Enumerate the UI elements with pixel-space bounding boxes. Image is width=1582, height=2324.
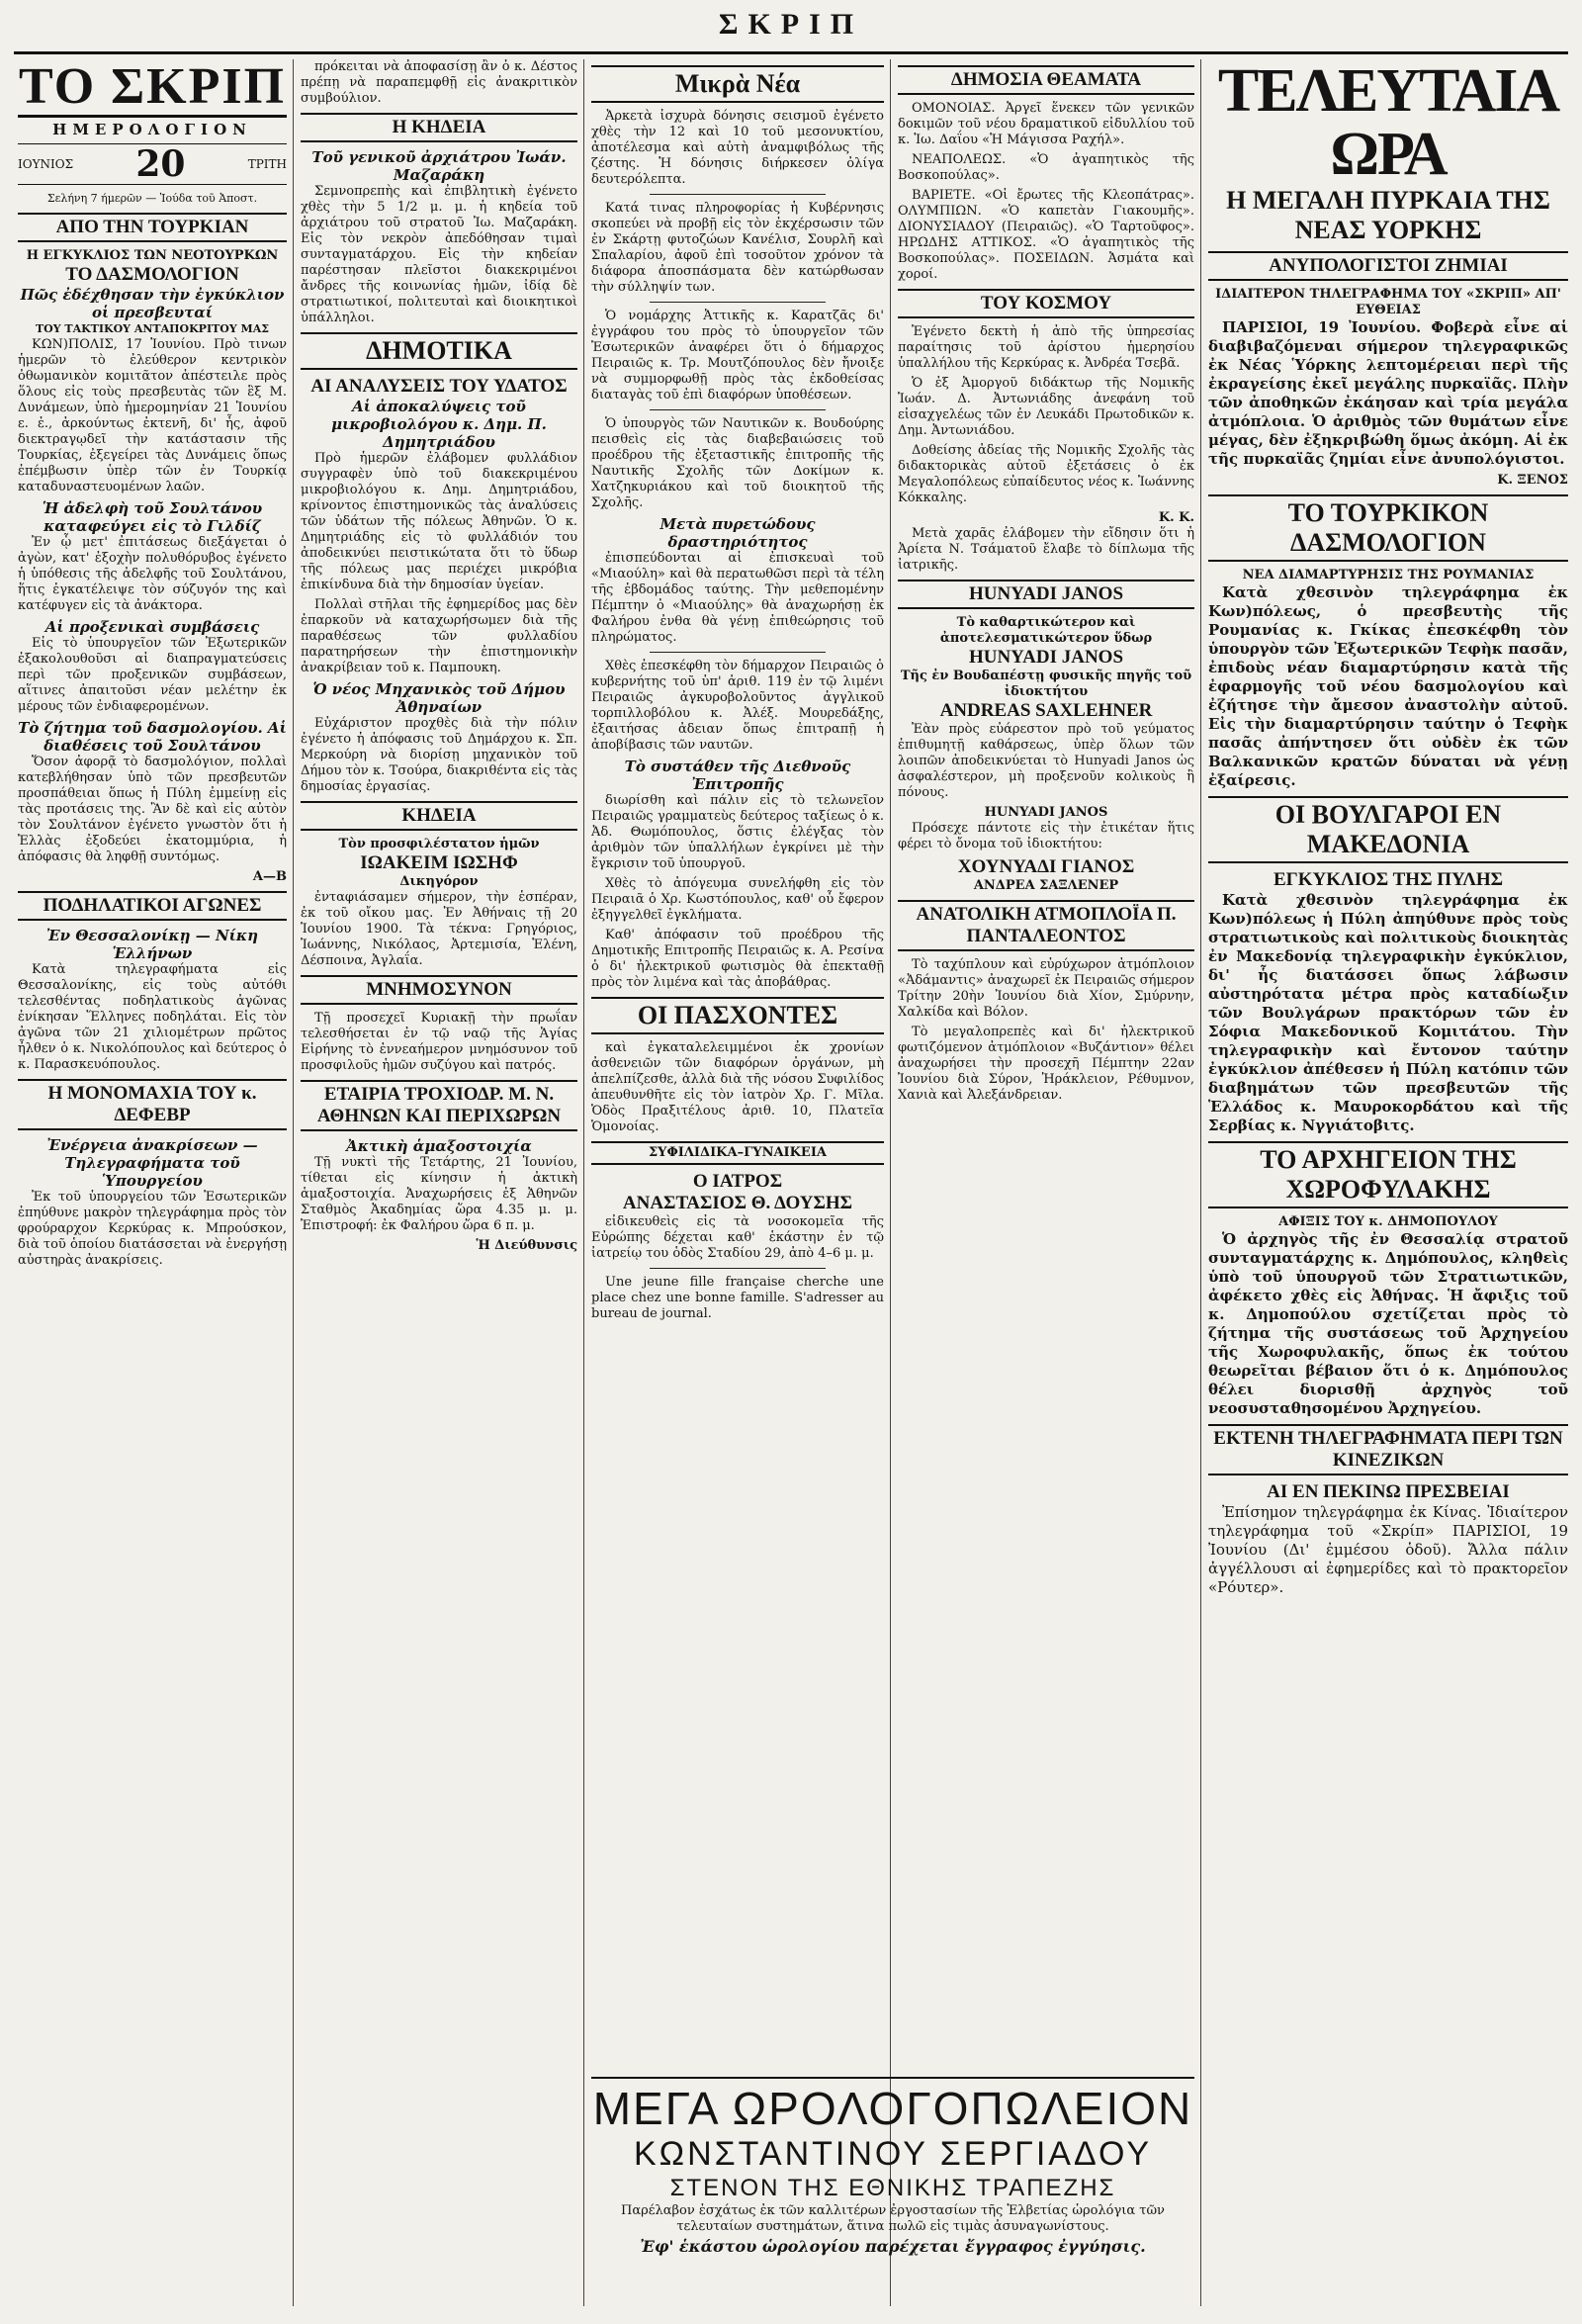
subheadline: Ἐν Θεσσαλονίκῃ — Νίκη Ἑλλήνων: [45, 927, 259, 962]
section-heading: Τὸ συστάθεν τῆς Διεθνοῦς Ἐπιτροπῆς: [624, 758, 851, 793]
advert-paragraph: Ἐὰν πρὸς εὐάρεστον πρὸ τοῦ γεύματος ἐπιθυμητῇ καθάρσεως, ὑπὲρ ὅλων τῶν λοιπῶν ἀποδεικνύεται τὸ Hunyadi Janos ὡς ἀσφαλέστερον, μὴ προξενοῦν κολικοὺς ἢ πόνους.: [898, 722, 1194, 800]
date-weekday: ΤΡΙΤΗ: [247, 157, 287, 171]
news-item: Κατά τινας πληροφορίας ἡ Κυβέρνησις σκοπεύει νὰ προβῇ εἰς τὸν ἐκχέρσωσιν τῶν ἐν Σκάρτῃ φυτοζώων Κανέλισ, Σουρλῆ καὶ Σπαλαρίου, ἀφοῦ ἐπὶ τοσοῦτον χρόνον τὰ διάφορα ἀποσπάσματα δὲν κατώρθωσαν τὴν σύλληψίν των.: [591, 201, 884, 295]
subheadline: ΤΟ ΔΑΣΜΟΛΟΓΙΟΝ: [65, 264, 239, 285]
article-paragraph: Πρὸ ἡμερῶν ἐλάβομεν φυλλάδιον συγγραφὲν ὑπὸ τοῦ διακεκριμένου μικροβιολόγου κ. Δημ. Δημητριάδου, κρίνοντος ἐπιστημονικῶς τὰς ἀναλύσεις τῶν ὑδάτων τῆς πόλεως Ἀθηνῶν. Ὁ κ. Δημητριάδης εἰς τὸ φυλλάδιόν του ἀποδεικνύει πειστικώτατα ὅτι τὸ ὕδωρ τῆς πόλεως μας περιέχει μικρόβια ἐπικίνδυνα διὰ τὴν δημοσίαν ὑγείαν.: [301, 451, 577, 592]
byline: ΤΟΥ ΤΑΚΤΙΚΟΥ ΑΝΤΑΠΟΚΡΙΤΟΥ ΜΑΣ: [35, 322, 270, 335]
notice-line: Δικηγόρον: [399, 874, 479, 889]
subheadline: ΝΕΑ ΔΙΑΜΑΡΤΥΡΗΣΙΣ ΤΗΣ ΡΟΥΜΑΝΙΑΣ: [1242, 568, 1535, 582]
section-title: ΤΕΛΕΥΤΑΙΑ ΩΡΑ: [1217, 59, 1559, 188]
article-paragraph: Κατὰ χθεσινὸν τηλεγράφημα ἐκ Κων)πόλεως ἡ Πύλη ἀπηύθυνε πρὸς τοὺς στρατιωτικοὺς καὶ πολιτικοὺς διοικητὰς ἐν Μακεδονίᾳ τηλεγραφικὴν ἐγκύκλιον, δι' ἧς διατάσσει ὅπως λάβωσιν αὐστηρότατα μέτρα πρὸς καταδίωξιν τῶν Βουλγάρων πρακτόρων τῶν ἐν Σόφια Μακεδονικοῦ Κομιτάτου. Τὴν τηλεγραφικὴν καὶ ἔντονον ταύτην ἐγκύκλιον ἀπέθεσεν ἡ Πύλη κατόπιν τῶν διαβημάτων τῶν πρεσβευτῶν τῆς Ἑλλάδος κ. Μαυροκορδάτου καὶ τῆς Σερβίας κ. Νγγιάτοβιτς.: [1208, 891, 1568, 1134]
advert-owner: ΑΝΔΡΕΑ ΣΑΞΛΕΝΕΡ: [973, 878, 1119, 893]
small-ad: Une jeune fille française cherche une place chez une bonne famille. S'adresser au bureau de journal.: [591, 1275, 884, 1321]
column-1: [18, 59, 287, 2306]
advert-brand: HUNYADI JANOS: [984, 805, 1108, 820]
section-heading: Ὁ νέος Μηχανικὸς τοῦ Δήμου Ἀθηναίων: [312, 680, 566, 716]
section-heading: Μετὰ πυρετώδους δραστηριότητος: [659, 515, 816, 551]
listing: ΒΑΡΙΕΤΕ. «Οἱ ἔρωτες τῆς Κλεοπάτρας». ΟΛΥΜΠΙΩΝ. «Ὁ καπετὰν Γιακουμῆς». ΔΙΟΝΥΣΙΑΔΟΥ (Πειραιῶς). «Ὁ Ταρτοῦφος». ΗΡΩΔΗΣ ΑΤΤΙΚΟΣ. «Ὁ ἀγαπητικὸς τῆς Βοσκοπούλας». ΠΟΣΕΙΔΩΝ. Ἀσμάτα καὶ χοροί.: [898, 188, 1194, 282]
column-3: [591, 59, 884, 2067]
article-paragraph: Ἐκ τοῦ ὑπουργείου τῶν Ἐσωτερικῶν ἐπηύθυνε μακρὸν τηλεγράφημα πρὸς τὸν φρούραρχον Κερκύρας κ. Μπρούσκον, διὰ τοῦ ὁποίου διατάσσεται νὰ ἐνεργήσῃ αὐστηρὰς ἀνακρίσεις.: [18, 1190, 287, 1268]
byline: ΙΔΙΑΙΤΕΡΟΝ ΤΗΛΕΓΡΑΦΗΜΑ ΤΟΥ «ΣΚΡΙΠ» ΑΠ' ΕΥΘΕΙΑΣ: [1215, 287, 1561, 317]
subheadline: ΑΙ ΑΝΑΛΥΣΕΙΣ ΤΟΥ ΥΔΑΤΟΣ: [310, 376, 568, 397]
signature: Ἡ Διεύθυνσις: [476, 1238, 577, 1253]
news-item: διωρίσθη καὶ πάλιν εἰς τὸ τελωνεῖον Πειραιῶς γραμματεὺς δεύτερος ταξίεως ὁ κ. Ἀδ. Θωμόπουλος, ὅστις ἐλέγξας τὸν ἀριθμὸν τῶν ὑπαλλήλων ἐγκρίνει μὲ τὴν ἔγκρισιν τοῦ ὑπουργοῦ.: [591, 793, 884, 871]
masthead: ΤΟ ΣΚΡΙΠ: [18, 59, 287, 118]
advert-heading: ΕΤΑΙΡΙΑ ΤΡΟΧΙΟΔΡ. Μ. Ν. ΑΘΗΝΩΝ ΚΑΙ ΠΕΡΙΧΩΡΩΝ: [301, 1080, 577, 1131]
news-item: Χθὲς τὸ ἀπόγευμα συνελήφθη εἰς τὸν Πειραιᾶ ὁ Χρ. Κωστόπουλος, καθ' οὗ ἔφερον ἐξηγγελθεῖ ἐγκλήματα.: [591, 876, 884, 923]
advert-brand: ΧΟΥΝΥΑΔΙ ΓΙΑΝΟΣ: [957, 856, 1135, 877]
headline: Η ΜΕΓΑΛΗ ΠΥΡΚΑΙΑ ΤΗΣ ΝΕΑΣ ΥΟΡΚΗΣ: [1226, 186, 1550, 244]
advert-paragraph: Πρόσεχε πάντοτε εἰς τὴν ἐτικέταν ἥτις φέρει τὸ ὄνομα τοῦ ἰδιοκτήτου:: [898, 821, 1194, 851]
subheadline: ΑΦΙΞΙΣ ΤΟΥ κ. ΔΗΜΟΠΟΥΛΟΥ: [1278, 1214, 1498, 1229]
subheadline: ΑΝΥΠΟΛΟΓΙΣΤΟΙ ΖΗΜΙΑΙ: [1208, 251, 1568, 281]
advert-heading: ΣΥΦΙΛΙΔΙΚΑ–ΓΥΝΑΙΚΕΙΑ: [591, 1141, 884, 1165]
headline: ΕΚΤΕΝΗ ΤΗΛΕΓΡΑΦΗΜΑΤΑ ΠΕΡΙ ΤΩΝ ΚΙΝΕΖΙΚΩΝ: [1208, 1424, 1568, 1475]
news-item: Ἀρκετὰ ἰσχυρὰ δόνησις σεισμοῦ ἐγένετο χθὲς τὴν 12 καὶ 10 τοῦ μεσονυκτίου, ἀποτέλεσμα καὶ αὐτὴ ἀναμφιβόλως τῆς ζέστης. Ἡ δόνησις διήρκεσεν ὀλίγα δευτερόλεπτα.: [591, 109, 884, 187]
signature: Κ. ΞΕΝΟΣ: [1497, 473, 1568, 488]
section-title: ΔΗΜΟΣΙΑ ΘΕΑΜΑΤΑ: [898, 65, 1194, 95]
advert-guarantee: Ἐφ' ἑκάστου ὡρολογίου παρέχεται ἔγγραφος ἐγγύησις.: [640, 2237, 1146, 2256]
subheadline: ΑΙ ΕΝ ΠΕΚΙΝΩ ΠΡΕΣΒΕΙΑΙ: [1267, 1481, 1510, 1502]
subheadline: ΕΓΚΥΚΛΙΟΣ ΤΗΣ ΠΥΛΗΣ: [1273, 869, 1504, 890]
running-head: ΣΚΡΙΠ: [718, 8, 864, 41]
advert-paragraph: Τὸ ταχύπλουν καὶ εὐρύχωρον ἀτμόπλοιον «Ἀδάμαντις» ἀναχωρεῖ ἐκ Πειραιῶς σήμερον Τρίτην 20ὴν Ἰουνίου διὰ Χίον, Σμύρνην, Χαλκίδα καὶ Βόλον.: [898, 957, 1194, 1020]
headline: ΑΠΟ ΤΗΝ ΤΟΥΡΚΙΑΝ: [18, 213, 287, 242]
advert-paragraph: Παρέλαβον ἐσχάτως ἐκ τῶν καλλιτέρων ἐργοστασίων τῆς Ἑλβετίας ὡρολόγια τῶν τελευταίων συστημάτων, ἅτινα πωλῶ εἰς τιμὰς ἀσυναγωνίστους.: [621, 2203, 1165, 2234]
notice-line: Τὸν προσφιλέστατον ἡμῶν: [338, 837, 540, 851]
advert-subheading: Ἀκτικὴ ἁμαξοστοιχία: [346, 1137, 532, 1155]
advert-line: Τῆς ἐν Βουδαπέστῃ φυσικῆς πηγῆς τοῦ ἰδιοκτήτου: [900, 669, 1192, 699]
advert-name: ΚΩΝΣΤΑΝΤΙΝΟΥ ΣΕΡΓΙΑΔΟΥ: [633, 2135, 1153, 2173]
news-item: Ὁ ὑπουργὸς τῶν Ναυτικῶν κ. Βουδούρης πεισθεὶς εἰς τὰς διαβεβαιώσεις τοῦ προέδρου τῆς ἐξεταστικῆς ἐπιτροπῆς τῆς Ναυτικῆς Σχολῆς τῶν Δοκίμων κ. Χατζηκυριάκου καὶ τοῦ διοικητοῦ τῆς Σχολῆς.: [591, 416, 884, 510]
article-paragraph: Κατὰ χθεσινὸν τηλεγράφημα ἐκ Κων)πόλεως, ὁ πρεσβευτὴς τῆς Ρουμανίας κ. Γκίκας ἐπεσκέφθη τὸν ὑπουργὸν τῶν Ἐξωτερικῶν Τεφὴκ πασᾶν, ἐπιδοὺς νέαν διαμαρτύρησιν κατὰ τῆς ἐφαρμογῆς τοῦ νέου δασμολογίου καὶ ἐζήτησε τὴν ἄμεσον ἀναστολὴν αὐτοῦ. Εἰς τὴν διαμαρτύρησιν ταύτην ὁ Τεφὴκ πασᾶς ἀπήντησεν ὅτι οὐδὲν ἐκ τῶν Βαλκανικῶν κρατῶν δύναται νὰ γένῃ ἐξαίρεσις.: [1208, 583, 1568, 789]
headline: Η ΚΗΔΕΙΑ: [301, 113, 577, 142]
article-paragraph: ΠΑΡΙΣΙΟΙ, 19 Ἰουνίου. Φοβερὰ εἶνε αἱ διαβιβαζόμεναι σήμερον τηλεγραφικῶς ἐκ Νέας Ὑόρκης λεπτομέρειαι περὶ τῆς ἐκραγείσης ἐκεῖ μεγάλης πυρκαϊᾶς. Πλὴν τῶν ἀποθηκῶν ἐκάησαν καὶ τρία μεγάλα ἀτμόπλοια. Ὁ ἀριθμὸς τῶν θυμάτων εἶνε μέγας, δὲν ἐξηκριβώθη ὅμως ἀκόμη. Αἱ ἐκ τῆς πυρκαϊᾶς ζημίαι εἶνε ἀνυπολόγιστοι.: [1208, 318, 1568, 468]
notice-heading: ΜΝΗΜΟΣΥΝΟΝ: [301, 975, 577, 1005]
article-paragraph: Ἐν ᾧ μετ' ἐπιτάσεως διεξάγεται ὁ ἀγὼν, κατ' ἐξοχὴν πολυθόρυβος ἐγένετο ἡ ὑπόθεσις τῆς ἀδελφῆς τοῦ Σουλτάνου, ἥτις ἐγκατέλειψε τὸν σύζυγόν της καὶ κατέφυγεν εἰς τὰ ἀνάκτορα.: [18, 535, 287, 613]
notice-name: ΙΩΑΚΕΙΜ ΙΩΣΗΦ: [360, 852, 518, 873]
advert-address: ΣΤΕΝΟΝ ΤΗΣ ΕΘΝΙΚΗΣ ΤΡΑΠΕΖΗΣ: [669, 2175, 1116, 2201]
section-heading: Τὸ ζήτημα τοῦ δασμολογίου. Αἱ διαθέσεις τοῦ Σουλτάνου: [18, 719, 287, 755]
advert-paragraph: καὶ ἐγκαταλελειμμένοι ἐκ χρονίων ἀσθενειῶν τῶν διαφόρων ὀργάνων, μὴ ἀπελπίζεσθε, ἀλλὰ διὰ τῆς νόσου Συφιλίδος ἀπευθυνθῆτε εἰς τὸν ἰατρὸν Χρ. Γ. Μῖλα. Ὁδὸς Πραξιτέλους ἀριθ. 10, Πλατεῖα Ὁμονοίας.: [591, 1040, 884, 1134]
article-paragraph: Ὅσον ἀφορᾷ τὸ δασμολόγιον, πολλαὶ κατεβλήθησαν ὑπὸ τῶν πρεσβευτῶν προσπάθειαι ὅπως ἡ Πύλη ἐμμείνῃ εἰς τὰς προτάσεις της. Ἂν δὲ καὶ εἰς αὐτὸν τὸν Σουλτάνον ἐγένετο γνωστὸν ὅτι ἡ Ἑλλὰς ἐξοδεύει ἑκατομμύρια, ἡ ἀπόφασις θὰ ληφθῇ συντόμως.: [18, 755, 287, 864]
separator: [650, 1268, 826, 1269]
article-paragraph: Σεμνοπρεπὴς καὶ ἐπιβλητικὴ ἐγένετο χθὲς τὴν 5 1/2 μ. μ. ἡ κηδεία τοῦ ἀρχιάτρου τοῦ στρατοῦ Ἰω. Μαζαράκη. Εἰς τὸν νεκρὸν ἀπεδόθησαν τιμαὶ συνταγματάρχου. Εἰς τὴν κηδείαν παρέστησαν πλεῖστοι διακεκριμένοι ἄνδρες τῆς κοινωνίας ἡμῶν, ἰδίᾳ δὲ στρατιωτικοί, πολιτευταὶ καὶ διοικητικοὶ ὑπάλληλοι.: [301, 184, 577, 325]
advert-heading: ΟΙ ΠΑΣΧΟΝΤΕΣ: [591, 997, 884, 1034]
advert-paragraph: εἰδικευθεὶς εἰς τὰ νοσοκομεῖα τῆς Εὐρώπης δέχεται καθ' ἑκάστην ἐν τῷ ἰατρείῳ του ὁδὸς Σταδίου 29, ἀπὸ 4–6 μ. μ.: [591, 1214, 884, 1261]
article-paragraph: πρόκειται νὰ ἀποφασίσῃ ἂν ὁ κ. Δέστος πρέπῃ νὰ παραπεμφθῇ εἰς ἀνακριτικὸν συμβούλιον.: [301, 59, 577, 106]
separator: [650, 302, 826, 303]
advert-heading: ΑΝΑΤΟΛΙΚΗ ΑΤΜΟΠΛΟΪΑ Π. ΠΑΝΤΑΛΕΟΝΤΟΣ: [898, 900, 1194, 951]
separator: [650, 409, 826, 410]
column-4: [898, 59, 1194, 2067]
article-paragraph: Εὐχάριστον προχθὲς διὰ τὴν πόλιν ἐγένετο ἡ ἀπόφασις τοῦ Δημάρχου κ. Σπ. Μερκούρη νὰ διορίσῃ μηχανικὸν τοῦ Δήμου τὸν κ. Τσούρα, διακριθέντα εἰς τὰς δημοσίας ἐργασίας.: [301, 716, 577, 794]
column-2: [301, 59, 577, 2306]
date-month: ΙΟΥΝΙΟΣ: [18, 157, 74, 171]
column-divider: [890, 59, 891, 2306]
column-divider: [293, 59, 294, 2306]
advert-paragraph: Τὸ μεγαλοπρεπὲς καὶ δι' ἠλεκτρικοῦ φωτιζόμενον ἀτμόπλοιον «Βυζάντιον» θέλει ἀναχωρήσει τὴν προσεχῆ Πέμπτην 22αν Ἰουνίου διὰ Σύρον, Ἡράκλειον, Ρέθυμνον, Χανιὰ καὶ Ἀλεξάνδρειαν.: [898, 1025, 1194, 1103]
subheadline: Ἐνέργεια ἀνακρίσεων — Τηλεγραφήματα τοῦ Ὑπουργείου: [46, 1136, 258, 1190]
date-subline: Σελήνη 7 ήμερῶν — Ἰούδα τοῦ Ἀποστ.: [46, 192, 258, 205]
news-item: Καθ' ἀπόφασιν τοῦ προέδρου τῆς Δημοτικῆς Επιτροπῆς Πειραιῶς κ. Α. Ρεσίνα ὁ δι' ἠλεκτρικοῦ φωτισμὸς θὰ ἐπεκταθῇ πρὸς τὸν λιμένα καὶ τὰς ἀποβάθρας.: [591, 928, 884, 990]
section-title: Μικρὰ Νέα: [591, 65, 884, 103]
article-paragraph: ΚΩΝ)ΠΟΛΙΣ, 17 Ἰουνίου. Πρὸ τινων ἡμερῶν τὸ ἐλεύθερον κεντρικὸν ὀθωμανικὸν κομιτᾶτον ἀπέστειλε πρὸς ὅλους εἰς τοὺς πρεσβευτὰς τῶν ἓξ Μ. Δυνάμεων, ὑπὸ ἡμερομηνίαν 21 Ἰουνίου ε. ἐ., ἀρκούντως ἐκτενῆ, δι' ἧς, ἀφοῦ διεκτραγῳδεῖ τὴν κατάστασιν τῆς Τουρκίας, ἐξεγείρει τὰς Δυνάμεις ὅπως ἐπέμβωσιν ὑπὲρ τῶν ἐν Τουρκίᾳ καταδυναστευομένων λαῶν.: [18, 337, 287, 494]
article-paragraph: Ἐπίσημον τηλεγράφημα ἐκ Κίνας. Ἰδιαίτερον τηλεγράφημα τοῦ «Σκρίπ» ΠΑΡΙΣΙΟΙ, 19 Ἰουνίου (Δι' ἐμμέσου ὁδοῦ). Ἄλλα πάλιν ἀγγέλλουσι αἱ ἐφημερίδες καὶ τὸ πρακτορεῖον «Ρόυτερ».: [1208, 1503, 1568, 1596]
advert-subheading: Ο ΙΑΤΡΟΣ: [692, 1171, 783, 1192]
headline: ΤΟ ΑΡΧΗΓΕΙΟΝ ΤΗΣ ΧΩΡΟΦΥΛΑΚΗΣ: [1208, 1141, 1568, 1208]
section-heading: Ἡ ἀδελφὴ τοῦ Σουλτάνου καταφεύγει εἰς τὸ Γιλδίζ: [42, 499, 263, 535]
advert-name: ΑΝΑΣΤΑΣΙΟΣ Θ. ΔΟΥΣΗΣ: [622, 1193, 853, 1213]
separator: [650, 652, 826, 653]
news-item: Μετὰ χαρᾶς ἐλάβομεν τὴν εἴδησιν ὅτι ἡ Ἀρίετα Ν. Τσάματοῦ ἔλαβε τὸ δίπλωμα τῆς ἰατρικῆς.: [898, 526, 1194, 573]
article-paragraph: Πολλαὶ στῆλαι τῆς ἐφημερίδος μας δὲν ἐπαρκοῦν νὰ καταχωρήσωμεν διὰ τῆς παραθέσεως τῶν φυλλαδίου παρατηρήσεων τὴν ἐπιστημονικὴν ἀνακρίβειαν τοῦ κ. Παμπουκη.: [301, 597, 577, 675]
notice-paragraph: ἐνταφιάσαμεν σήμερον, τὴν ἑσπέραν, ἐκ τοῦ οἴκου μας. Ἐν Ἀθήναις τῇ 20 Ἰουνίου 1900. Τὰ τέκνα: Γρηγόριος, Ἰωάννης, Νικόλαος, Ἀρτεμισία, Ἑλένη, Δέσποινα, Ἀγλαΐα.: [301, 890, 577, 968]
subheadline: Πῶς ἐδέχθησαν τὴν ἐγκύκλιον οἱ πρεσβευταί: [20, 286, 285, 321]
news-item: Ἐγένετο δεκτὴ ἡ ἀπὸ τῆς ὑπηρεσίας παραίτησις τοῦ ἀρίστου ἡμερησίου ὑπαλλήλου τῆς Κερκύρας κ. Ἀνδρέα Τσεβᾶ.: [898, 324, 1194, 371]
news-item: ἐπισπεύδονται αἱ ἐπισκευαὶ τοῦ «Μιαούλη» καὶ θὰ περατωθῶσι περὶ τὰ τέλη τῆς ἑβδομάδος ταύτης. Τὴν μεθεπομένην Πέμπτην ὁ «Μιαούλης» θὰ ἀναχωρήσῃ ἐκ Φαλήρου ἐνθα θὰ γένῃ ἐπιθεώρησις τοῦ πληρώματος.: [591, 551, 884, 645]
advert-brand: HUNYADI JANOS: [968, 647, 1124, 668]
section-title: ΤΟΥ ΚΟΣΜΟΥ: [898, 289, 1194, 318]
date-number: 20: [135, 143, 186, 185]
advert-owner: ANDREAS SAXLEHNER: [939, 700, 1153, 721]
column-divider: [583, 59, 584, 2306]
subheadline: Αἱ ἀποκαλύψεις τοῦ μικροβιολόγου κ. Δημ. Π. Δημητριάδου: [331, 398, 547, 451]
article-paragraph: Κατὰ τηλεγραφήματα εἰς Θεσσαλονίκης, εἰς τοὺς αὐτόθι τελεσθέντας ποδηλατικοὺς ἀγῶνας ἐνίκησαν Ἕλληνες ποδηλάται. Εἰς τὸν ἀγῶνα τῶν 21 χιλιομέτρων πρῶτος ἦλθεν ὁ κ. Νικολόπουλος καὶ δεύτερος ὁ κ. Παρασκευόπουλος.: [18, 962, 287, 1072]
headline: Η ΜΟΝΟΜΑΧΙΑ ΤΟΥ κ. ΔΕΦΕΒΡ: [18, 1079, 287, 1130]
advert-rule: [591, 2077, 1194, 2079]
news-item: Ὁ νομάρχης Ἀττικῆς κ. Καρατζᾶς δι' ἐγγράφου του πρὸς τὸ ὑπουργεῖον τῶν Ἐσωτερικῶν ἀναφέρει ὅτι ὁ δήμαρχος Πειραιῶς κ. Τρ. Μουτζόπουλος δὲν ἤνοιξε νὰ συμμορφωθῇ πρὸς τὰς ἐκδοθείσας διαταγὰς τοῦ ἐπὶ διαφόρων ὑποθέσεων.: [591, 309, 884, 402]
news-item: Δοθείσης ἀδείας τῆς Νομικῆς Σχολῆς τὰς διδακτορικὰς αὐτοῦ ἐξετάσεις ὁ ἐκ Μεγαλοπόλεως εὐπαίδευτος νέος κ. Ἰωάννης Κόκκαλης.: [898, 443, 1194, 505]
subheadline: Η ΕΓΚΥΚΛΙΟΣ ΤΩΝ ΝΕΟΤΟΥΡΚΩΝ: [26, 248, 279, 263]
advert-paragraph: Τῇ νυκτὶ τῆς Τετάρτης, 21 Ἰουνίου, τίθεται εἰς κίνησιν ἡ ἀκτικὴ ἁμαξοστοιχία. Ἀναχωρήσεις ἐξ Ἀθηνῶν Σταθμὸς Ἀκαδημίας ὥρα 4.35 μ. μ. Ἐπιστροφή: ἐκ Φαλήρου ὥρα 6 π. μ.: [301, 1155, 577, 1233]
section-heading: Αἱ προξενικαὶ συμβάσεις: [44, 618, 260, 636]
advert-title: ΜΕΓΑ ΩΡΟΛΟΓΟΠΩΛΕΙΟΝ: [592, 2083, 1193, 2134]
listing: ΝΕΑΠΟΛΕΩΣ. «Ὁ ἀγαπητικὸς τῆς Βοσκοπούλας».: [898, 152, 1194, 183]
news-item: Ὁ ἐξ Ἀμοργοῦ διδάκτωρ τῆς Νομικῆς Ἰωάν. Δ. Ἀντωνιάδης ἀνεφάνη τοῦ εἰσαχγελέως τῶν ἐν Λευκάδι Πρωτοδικῶν κ. Δημ. Ἀντωνιάδου.: [898, 376, 1194, 438]
top-rule: [14, 51, 1568, 54]
article-paragraph: Εἰς τὸ ὑπουργεῖον τῶν Ἐξωτερικῶν ἐξακολουθοῦσι αἱ διαπραγματεύσεις περὶ τῶν προξενικῶν συμβάσεων, αἵτινες ἀπαιτοῦσι νέαν μελέτην ἐκ μέρους τῶν ἐνδιαφερομένων.: [18, 636, 287, 714]
watchmaker-advert: [591, 2077, 1194, 2255]
separator: [650, 194, 826, 195]
advert-line: Τὸ καθαρτικώτερον καὶ ἀποτελεσματικώτερον ὕδωρ: [939, 615, 1153, 646]
article-paragraph: Ὁ ἀρχηγὸς τῆς ἐν Θεσσαλίᾳ στρατοῦ συνταγματάρχης κ. Δημόπουλος, κληθεὶς ὑπὸ τοῦ ὑπουργοῦ τῶν Στρατιωτικῶν, ἀφέκετο χθὲς εἰς Ἀθήνας. Ἡ ἄφιξις τοῦ κ. Δημοπούλου σχετίζεται πρὸς τὸ ζήτημα τῆς συστάσεως τοῦ Ἀρχηγείου τῆς Χωροφυλακῆς, ὅπως ἐκ τούτου θεωρεῖται βέβαιον ὅτι ὁ κ. Δημόπουλος θέλει διορισθῇ ἀρχηγὸς τοῦ νεοσυσταθησομένου Ἀρχηγείου.: [1208, 1230, 1568, 1417]
headline: ΟΙ ΒΟΥΛΓΑΡΟΙ ΕΝ ΜΑΚΕΔΟΝΙΑ: [1208, 796, 1568, 863]
headline: ΠΟΔΗΛΑΤΙΚΟΙ ΑΓΩΝΕΣ: [18, 891, 287, 921]
notice-paragraph: Τῇ προσεχεῖ Κυριακῇ τὴν πρωΐαν τελεσθήσεται ἐν τῷ ναῷ τῆς Ἁγίας Εἰρήνης τὸ ἐννεαήμερον μνημόσυνον τοῦ προσφιλοῦς ἡμῶν συζύγου καὶ πατρός.: [301, 1011, 577, 1073]
subheadline: Τοῦ γενικοῦ ἀρχιάτρου Ἰωάν. Μαζαράκη: [311, 148, 567, 184]
signature: Α—Β: [252, 869, 287, 884]
listing: ΟΜΟΝΟΙΑΣ. Ἀργεῖ ἕνεκεν τῶν γενικῶν δοκιμῶν τοῦ νέου δραματικοῦ εἰδυλλίου τοῦ κ. Ἰω. Δαΐου «Ἡ Μάγισσα Ραχήλ».: [898, 101, 1194, 147]
headline: ΤΟ ΤΟΥΡΚΙΚΟΝ ΔΑΣΜΟΛΟΓΙΟΝ: [1208, 494, 1568, 562]
masthead-subtitle: ΗΜΕΡΟΛΟΓΙΟΝ: [52, 121, 252, 138]
signature: Κ. Κ.: [1158, 510, 1194, 525]
dateline: [18, 143, 287, 185]
news-item: Χθὲς ἐπεσκέφθη τὸν δήμαρχον Πειραιῶς ὁ κυβερνήτης τοῦ ὑπ' ἀριθ. 119 ἐν τῷ λιμένι Πειραιῶς ἀγκυροβολοῦντος ἀγγλικοῦ τορπιλλοβόλου κ. Ἀλέξ. Μουρεδάξης, ἐξαιτήσας ἀδειαν ὅπως ἐπιτραπῇ ἡ ἀποβίβασις τῶν ναυτῶν.: [591, 659, 884, 753]
column-divider: [1200, 59, 1201, 2306]
notice-heading: ΚΗΔΕΙΑ: [301, 801, 577, 831]
advert-heading: HUNYADI JANOS: [898, 580, 1194, 609]
column-5: [1208, 59, 1568, 2306]
headline: ΔΗΜΟΤΙΚΑ: [301, 332, 577, 370]
